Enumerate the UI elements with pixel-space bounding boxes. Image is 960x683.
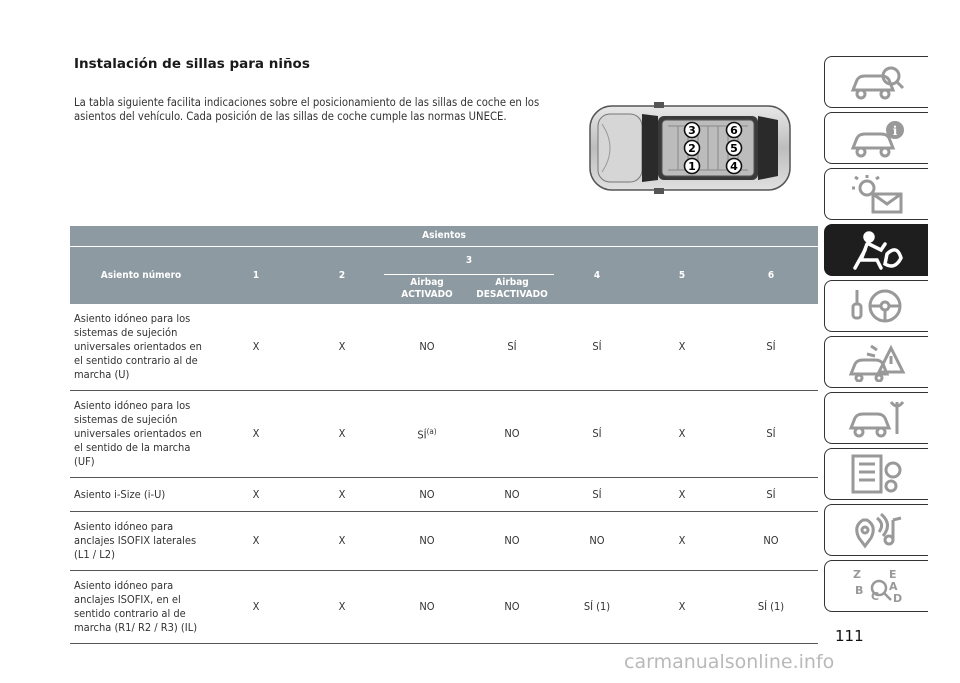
table-cell: SÍ (1) xyxy=(554,571,640,644)
col-header-2: 2 xyxy=(300,246,384,304)
seat-number-3: 3 xyxy=(688,124,696,137)
table-cell: X xyxy=(640,512,724,571)
table-cell: SÍ xyxy=(554,391,640,478)
chapter-tabs xyxy=(824,56,930,616)
table-cell: X xyxy=(212,478,300,512)
svg-text:Z: Z xyxy=(852,568,861,581)
table-cell: SÍ (1) xyxy=(724,571,818,644)
footnote-marker: (a) xyxy=(426,427,437,437)
seat-number-5: 5 xyxy=(730,142,738,155)
table-cell: NO xyxy=(384,512,470,571)
table-cell: X xyxy=(640,478,724,512)
crash-warning-icon xyxy=(847,342,907,382)
tab-emergency[interactable] xyxy=(824,336,928,388)
table-cell: X xyxy=(212,304,300,391)
page-title: Instalación de sillas para niños xyxy=(74,56,310,72)
sub-header-airbag-on: Airbag ACTIVADO xyxy=(384,274,470,304)
col-header-4: 4 xyxy=(554,246,640,304)
table-cell: X xyxy=(300,571,384,644)
specs-gear-icon xyxy=(847,454,907,494)
col-header-5: 5 xyxy=(640,246,724,304)
table-row xyxy=(70,512,818,571)
table-cell: NO xyxy=(470,512,554,571)
table-cell: X xyxy=(212,571,300,644)
warning-light-message-icon xyxy=(847,174,907,214)
row-label: Asiento idóneo para anclajes ISOFIX, en el sentido contrario al de marcha (R1/ R2 / R3) (IL) xyxy=(70,571,212,644)
table-cell: X xyxy=(640,304,724,391)
svg-text:C: C xyxy=(870,590,879,603)
table-cell: NO xyxy=(554,512,640,571)
car-maintenance-icon xyxy=(847,398,907,438)
table-cell: NO xyxy=(470,391,554,478)
table-cell: NO xyxy=(384,478,470,512)
svg-text:D: D xyxy=(892,592,902,605)
table-cell: SÍ xyxy=(470,304,554,391)
table-cell: SÍ xyxy=(724,391,818,478)
seat-number-2: 2 xyxy=(688,142,696,155)
col-header-3: 3 xyxy=(384,246,554,274)
svg-text:E: E xyxy=(888,568,897,581)
table-cell: X xyxy=(300,478,384,512)
sub-header-airbag-off: Airbag DESACTIVADO xyxy=(470,274,554,304)
table-cell: SÍ xyxy=(554,304,640,391)
svg-text:A: A xyxy=(888,580,898,593)
col-header-1: 1 xyxy=(212,246,300,304)
table-cell: X xyxy=(300,391,384,478)
row-label: Asiento idóneo para los sistemas de sujeción universales orientados en el sentido de la marcha (UF) xyxy=(70,391,212,478)
intro-paragraph: La tabla siguiente facilita indicaciones sobre el posicionamiento de las sillas de coche en los asientos del vehículo. Cada posición de las sillas de coche cumple las normas UNECE. xyxy=(74,96,540,123)
tab-dashboard[interactable] xyxy=(824,56,928,108)
tab-warning-lights[interactable] xyxy=(824,168,928,220)
page-number: 111 xyxy=(835,627,864,645)
table-cell: X xyxy=(212,512,300,571)
index-abc-icon xyxy=(847,566,907,606)
key-steering-wheel-icon xyxy=(847,286,907,326)
row-label: Asiento idóneo para los sistemas de sujeción universales orientados en el sentido contrario al de marcha (U) xyxy=(70,304,212,391)
table-cell: SÍ xyxy=(554,478,640,512)
multimedia-icon xyxy=(847,510,907,550)
table-cell: X xyxy=(300,304,384,391)
tab-starting-driving[interactable] xyxy=(824,280,928,332)
table-cell: NO xyxy=(470,478,554,512)
table-row xyxy=(70,391,818,478)
tab-index[interactable] xyxy=(824,560,928,612)
table-cell: NO xyxy=(470,571,554,644)
seat-number-6: 6 xyxy=(730,124,738,137)
seat-airbag-icon xyxy=(847,230,907,270)
table-cell: X xyxy=(212,391,300,478)
table-row xyxy=(70,304,818,391)
tab-maintenance[interactable] xyxy=(824,392,928,444)
cell-value: SÍ xyxy=(417,428,427,442)
watermark: carmanualsonline.info xyxy=(624,651,835,673)
tab-multimedia[interactable] xyxy=(824,504,928,556)
table-cell: NO xyxy=(724,512,818,571)
seat-number-4: 4 xyxy=(730,160,738,173)
table-cell: X xyxy=(640,391,724,478)
svg-text:B: B xyxy=(854,584,863,597)
table-cell xyxy=(384,391,470,478)
tab-safety[interactable] xyxy=(824,224,928,276)
table-cell: NO xyxy=(384,571,470,644)
car-info-icon xyxy=(847,118,907,158)
car-seat-diagram xyxy=(588,100,792,196)
table-cell: SÍ xyxy=(724,478,818,512)
table-row xyxy=(70,571,818,644)
row-label: Asiento i-Size (i-U) xyxy=(70,478,212,512)
tab-technical-data[interactable] xyxy=(824,448,928,500)
tab-car-info[interactable] xyxy=(824,112,928,164)
table-cell: NO xyxy=(384,304,470,391)
table-row xyxy=(70,478,818,512)
svg-text:i: i xyxy=(892,124,897,138)
table-cell: X xyxy=(640,571,724,644)
dashboard-car-icon xyxy=(847,62,907,102)
row-header: Asiento número xyxy=(70,246,212,304)
row-label: Asiento idóneo para anclajes ISOFIX laterales (L1 / L2) xyxy=(70,512,212,571)
col-header-6: 6 xyxy=(724,246,818,304)
table-cell: X xyxy=(300,512,384,571)
table-cell: SÍ xyxy=(724,304,818,391)
table-group-header: Asientos xyxy=(70,226,818,246)
child-seat-table xyxy=(70,226,818,644)
seat-number-1: 1 xyxy=(688,160,696,173)
